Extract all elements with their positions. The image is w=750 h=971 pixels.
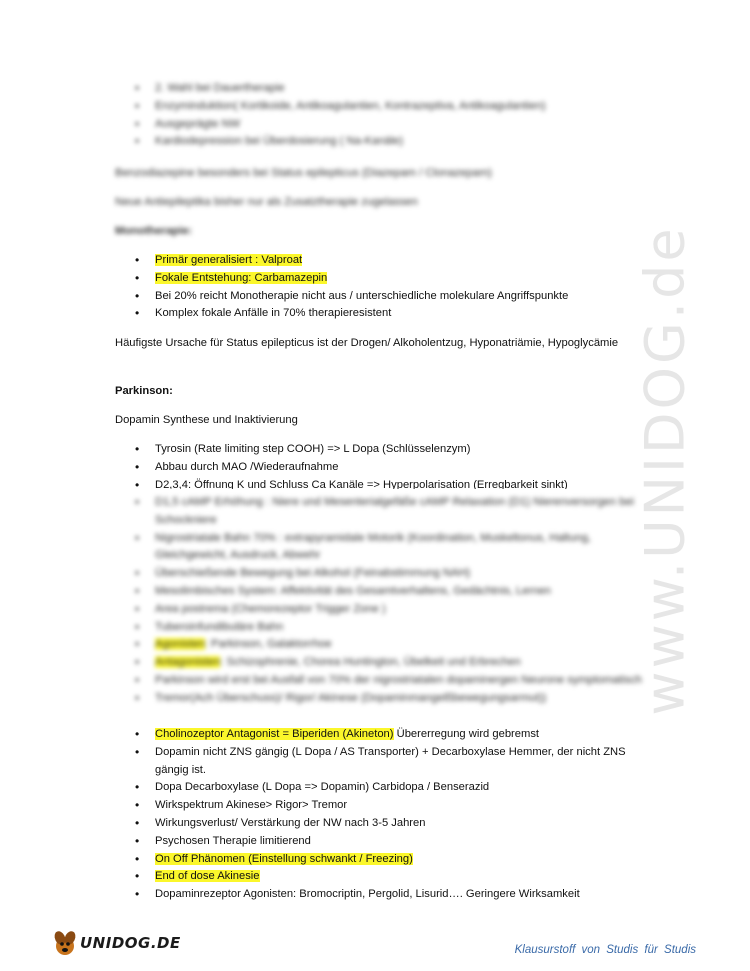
list-item <box>135 270 655 288</box>
parkinson-list-bottom <box>135 726 655 904</box>
list-item: • Überschießende Bewegung bei Alkohol (Feinabstimmung NAH) <box>135 565 655 583</box>
parkinson-list-top <box>135 441 655 489</box>
list-item: • Nigrostriatale Bahn 70% : extrapyramidale Motorik (Koordination, Muskeltonus, Haltung, Gleichgewicht, Ausdruck, Abwehr <box>135 530 655 566</box>
list-item: • Dopa Decarboxylase (L Dopa => Dopamin) Carbidopa / Benserazid <box>135 779 655 797</box>
monotherapie-list <box>135 252 655 323</box>
blurred-heading-monotherapie: Monotherapie: <box>115 225 193 237</box>
list-item: • Area postrema (Chemorezeptor Trigger Zone ) <box>135 601 655 619</box>
list-item <box>135 726 655 744</box>
list-item: • Dopamin nicht ZNS gängig (L Dopa / AS Transporter) + Decarboxylase Hemmer, der nicht ZNS gängig ist. <box>135 744 655 780</box>
list-item: • Kardiodepression bei Überdosierung ( Na-Kanäle) <box>135 133 655 151</box>
blurred-paragraph-antiepileptika: Neue Antiepileptika bisher nur als Zusatztherapie zugelassen <box>115 196 418 208</box>
status-epilepticus-paragraph: Häufigste Ursache für Status epilepticus ist der Drogen/ Alkoholentzug, Hyponatriämie, Hypoglycämie <box>115 337 619 349</box>
parkinson-heading: Parkinson: <box>115 385 173 397</box>
list-item: • Parkinson wird erst bei Ausfall von 70% der nigrostriatalen dopaminergen Neurone symptomatisch <box>135 672 655 690</box>
list-item: • Komplex fokale Anfälle in 70% therapieresistent <box>135 305 655 323</box>
list-item-text: Übererregung wird gebremst <box>393 728 540 740</box>
list-item <box>135 654 655 672</box>
highlighted-text: End of dose Akinesie <box>155 870 260 883</box>
logo-text: UNIDOG.DE <box>80 934 181 952</box>
list-item-text: : Schizophrenie, Chorea Huntington, Übelkeit und Erbrechen <box>220 656 521 669</box>
highlighted-text: Antagonisten <box>155 656 221 669</box>
blurred-top-list <box>135 80 655 151</box>
partially-visible-text: D2,3,4: Öffnung K und Schluss Ca Kanäle => Hyperpolarisation (Erregbarkeit sinkt) <box>155 478 568 489</box>
highlighted-text: Fokale Entstehung: Carbamazepin <box>155 271 328 284</box>
unidog-logo <box>52 926 181 960</box>
list-item <box>135 477 655 489</box>
dopamin-paragraph: Dopamin Synthese und Inaktivierung <box>115 414 298 426</box>
list-item: • Wirkspektrum Akinese> Rigor> Tremor <box>135 797 655 815</box>
dog-icon <box>52 928 78 958</box>
footer-tagline: Klausurstoff von Studis für Studis <box>514 944 696 956</box>
highlighted-text: On Off Phänomen (Einstellung schwankt / Freezing) <box>155 852 413 865</box>
list-item: • Psychosen Therapie limitierend <box>135 833 655 851</box>
list-item <box>135 636 655 654</box>
list-item: • Tyrosin (Rate limiting step COOH) => L Dopa (Schlüsselenzym) <box>135 441 655 459</box>
list-item <box>135 252 655 270</box>
list-item: • 2. Wahl bei Dauertherapie <box>135 80 655 98</box>
highlighted-text: Cholinozeptor Antagonist = Biperiden (Akineton) <box>155 728 394 740</box>
list-item: • Abbau durch MAO /Wiederaufnahme <box>135 459 655 477</box>
list-item <box>135 868 655 886</box>
list-item-text: : Parkinson, Galaktorrhoe <box>204 638 332 651</box>
list-item <box>135 851 655 869</box>
parkinson-list-blurred <box>135 494 655 708</box>
list-item: • Tremor(Ach Überschuss)/ Rigor/ Akinese (Dopaminmangelßbewegungsarmut)) <box>135 690 655 708</box>
list-item: • Mesolimbisches System: Affektivität des Gesamtverhaltens, Gedächtnis, Lernen <box>135 583 655 601</box>
list-item: • Enzyminduktion( Kortikoide, Antikoagulantien, Kontrazeptiva, Antikoagulantien) <box>135 98 655 116</box>
list-item: • Bei 20% reicht Monotherapie nicht aus / unterschiedliche molekulare Angriffspunkte <box>135 288 655 306</box>
list-item: • Tuberoinfundibuläre Bahn <box>135 619 655 637</box>
highlighted-text: Primär generalisiert : Valproat <box>155 254 303 266</box>
list-item: • D1,5 cAMP Erhöhung : Niere und Mesenterialgefäße cAMP Relaxation (D1) Nierenversorgen bei Schockniere <box>135 494 655 530</box>
list-item: • Dopaminrezeptor Agonisten: Bromocriptin, Pergolid, Lisurid…. Geringere Wirksamkeit <box>135 886 655 904</box>
watermark-text: www.UNIDOG.de <box>633 224 697 716</box>
highlighted-text: Agonisten <box>155 638 205 651</box>
list-item: • Wirkungsverlust/ Verstärkung der NW nach 3-5 Jahren <box>135 815 655 833</box>
list-item: • Ausgeprägte NW <box>135 116 655 134</box>
blurred-paragraph-benzodiazepine: Benzodiazepine besonders bei Status epilepticus (Diazepam / Clonazepam) <box>115 167 492 179</box>
